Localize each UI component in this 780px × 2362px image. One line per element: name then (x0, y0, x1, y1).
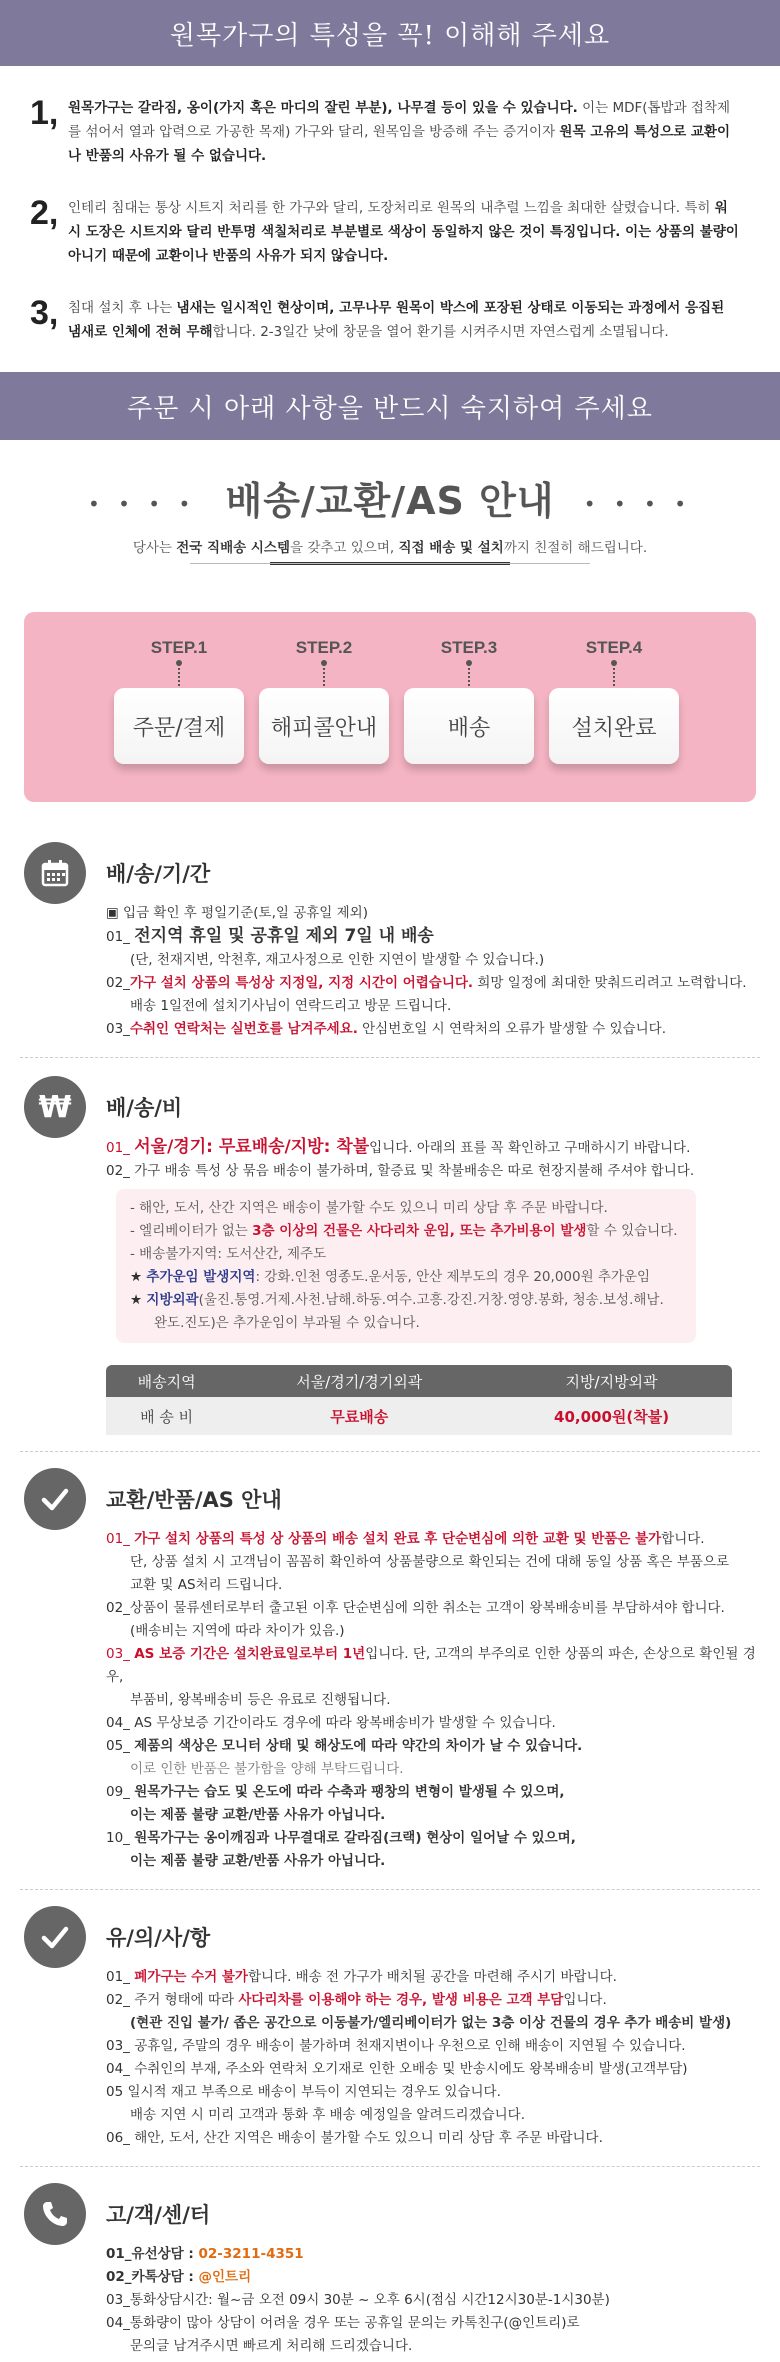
page-subtitle: 당사는 전국 직배송 시스템을 갖추고 있으며, 직접 배송 및 설치까지 친절히 해드립니다. (132, 540, 648, 556)
section-title: 유/의/사/항 (106, 1926, 211, 1950)
fee-table-header: 배송지역 (106, 1365, 227, 1397)
section-title: 교환/반품/AS 안내 (106, 1488, 282, 1512)
text-line: 02_가구 설치 상품의 특성상 지정일, 지정 시간이 어렵습니다. 희망 일정에 최대한 맞춰드리려고 노력합니다. (106, 975, 747, 991)
step-box: 배송 (404, 688, 534, 764)
text-line: 05_ 제품의 색상은 모니터 상태 및 해상도에 따라 약간의 차이가 날 수 있습니다. (106, 1738, 583, 1754)
fee-table (106, 1365, 732, 1435)
step-label: STEP.4 (585, 638, 643, 657)
text-line: 이는 제품 불량 교환/반품 사유가 아닙니다. (130, 1853, 386, 1869)
text-line: ★ 지방외곽(울진.통영.거제.사천.남해.하동.여수.고흥.강진.거창.영양.봉화, 청송.보성.해남. (130, 1292, 664, 1308)
text-line: - 배송불가지역: 도서산간, 제주도 (130, 1246, 327, 1262)
section-delivery-cost (0, 1076, 780, 1435)
banner-order-notice (0, 372, 780, 440)
section-title: 배/송/기/간 (106, 862, 211, 886)
fee-table-cell: 40,000원(착불) (491, 1397, 732, 1435)
step-4 (549, 638, 679, 764)
text-line: ★ 추가운임 발생지역: 강화.인천 영종도.운서동, 안산 제부도의 경우 20,000원 추가운임 (130, 1269, 651, 1285)
section-divider (20, 1057, 760, 1058)
section-body (106, 1136, 760, 1183)
section-divider (20, 2166, 760, 2167)
step-connector (178, 664, 180, 686)
text-line: 문의글 남겨주시면 빠르게 처리해 드리겠습니다. (130, 2338, 413, 2354)
step-2 (259, 638, 389, 764)
text-line: 09_ 원목가구는 습도 및 온도에 따라 수축과 팽창의 변형이 발생될 수 있으며, (106, 1784, 565, 1800)
text-line: 06_ 해안, 도서, 산간 지역은 배송이 불가할 수도 있으니 미리 상담 후 주문 바랍니다. (106, 2130, 603, 2146)
step-connector (468, 664, 470, 686)
note-item (30, 96, 740, 168)
text-line: 01_ 폐가구는 수거 불가합니다. 배송 전 가구가 배치될 공간을 마련해 주시기 바랍니다. (106, 1969, 617, 1985)
title-block (0, 470, 780, 530)
phone-icon (24, 2183, 86, 2245)
text-line: 부품비, 왕복배송비 등은 유료로 진행됩니다. (130, 1692, 391, 1708)
step-box: 해피콜안내 (259, 688, 389, 764)
note-item (30, 296, 740, 344)
text-line: 교환 및 AS처리 드립니다. (130, 1577, 283, 1593)
text-line: 04_통화량이 많아 상담이 어려울 경우 또는 공휴일 문의는 카톡친구(@인트리)로 (106, 2315, 580, 2331)
steps-panel (24, 612, 756, 802)
text-line: (단, 천재지변, 악천후, 재고사정으로 인한 지연이 발생할 수 있습니다.) (130, 952, 545, 968)
note-text: 침대 설치 후 나는 냄새는 일시적인 현상이며, 고무나무 원목이 박스에 포장된 상태로 이동되는 과정에서 응집된 냄새로 인체에 전혀 무해합니다. 2-3일간 낮에 창문을 열어 환기를 시켜주시면 자연스럽게 소멸됩니다. (68, 300, 725, 340)
step-3 (404, 638, 534, 764)
subtitle-underline-thin (190, 563, 590, 564)
text-line: 05 일시적 재고 부족으로 배송이 부득이 지연되는 경우도 있습니다. (106, 2084, 501, 2100)
check-icon (24, 1468, 86, 1530)
step-label: STEP.3 (440, 638, 498, 657)
note-item (30, 196, 740, 268)
decor-dots-left: • • • • (88, 492, 197, 516)
section-body (106, 2243, 760, 2358)
note-number: 3, (30, 294, 59, 332)
text-line: 배송 1일전에 설치기사님이 연락드리고 방문 드립니다. (130, 998, 452, 1014)
section-customer-center (0, 2183, 780, 2358)
text-line: - 해안, 도서, 산간 지역은 배송이 불가할 수도 있으니 미리 상담 후 주문 바랍니다. (130, 1200, 608, 1216)
section-caution (0, 1906, 780, 2150)
text-line: 04_ 수취인의 부재, 주소와 연락처 오기재로 인한 오배송 및 반송시에도 왕복배송비 발생(고객부담) (106, 2061, 688, 2077)
section-body (106, 902, 760, 1041)
banner-title: 주문 시 아래 사항을 반드시 숙지하여 주세요 (127, 393, 653, 424)
note-number: 1, (30, 94, 59, 132)
text-line: ▣ 입금 확인 후 평일기준(토,일 공휴일 제외) (106, 905, 368, 921)
text-line: 02_카톡상담 : @인트리 (106, 2269, 252, 2285)
text-line: 02_상품이 물류센터로부터 출고된 이후 단순변심에 의한 취소는 고객이 왕복배송비를 부담하셔야 합니다. (106, 1600, 725, 1616)
banner-product-notice (0, 0, 780, 66)
text-line: 단, 상품 설치 시 고객님이 꼼꼼히 확인하여 상품불량으로 확인되는 건에 대해 동일 상품 혹은 부품으로 (130, 1554, 730, 1570)
text-line: 02_ 주거 형태에 따라 사다리차를 이용해야 하는 경우, 발생 비용은 고객 부담입니다. (106, 1992, 607, 2008)
calendar-icon (24, 842, 86, 904)
text-line: 03_ 공휴일, 주말의 경우 배송이 불가하며 천재지변이나 우천으로 인해 배송이 지연될 수 있습니다. (106, 2038, 686, 2054)
fee-table-header: 서울/경기/경기외곽 (227, 1365, 491, 1397)
section-divider (20, 1451, 760, 1452)
won-icon: ₩ (24, 1076, 86, 1138)
fee-table-cell: 배 송 비 (106, 1397, 227, 1435)
notes-list (0, 66, 780, 344)
section-delivery-period (0, 842, 780, 1041)
step-connector (613, 664, 615, 686)
text-line: 01_ 가구 설치 상품의 특성 상 상품의 배송 설치 완료 후 단순변심에 의한 교환 및 반품은 불가합니다. (106, 1531, 705, 1547)
step-1 (114, 638, 244, 764)
decor-dots-right: • • • • (583, 492, 692, 516)
text-line: (현관 진입 불가/ 좁은 공간으로 이동불가/엘리베이터가 없는 3층 이상 건물의 경우 추가 배송비 발생) (130, 2015, 732, 2031)
text-line: 03_수취인 연락처는 실번호를 남겨주세요. 안심번호일 시 연락처의 오류가 발생할 수 있습니다. (106, 1021, 667, 1037)
text-line: 이로 인한 반품은 불가함을 양해 부탁드립니다. (130, 1761, 404, 1777)
section-title: 고/객/센/터 (106, 2203, 211, 2227)
fee-table-header: 지방/지방외곽 (491, 1365, 732, 1397)
note-text: 원목가구는 갈라짐, 옹이(가지 혹은 마디의 잘린 부분), 나무결 등이 있을 수 있습니다. 이는 MDF(톱밥과 접착제를 섞어서 열과 압력으로 가공한 목재) 가구와 달리, 원목임을 방증해 주는 증거이자 원목 고유의 특성으로 교환이나 반품의 사유가 될 수 없습니다. (68, 100, 731, 164)
text-line: - 엘리베이터가 없는 3층 이상의 건물은 사다리차 운임, 또는 추가비용이 발생할 수 있습니다. (130, 1223, 678, 1239)
step-connector (323, 664, 325, 686)
check-icon (24, 1906, 86, 1968)
text-line: 03_통화상담시간: 월~금 오전 09시 30분 ~ 오후 6시(점심 시간12시30분-1시30분) (106, 2292, 610, 2308)
notice-box (116, 1189, 696, 1343)
section-divider (20, 1889, 760, 1890)
text-line: 01_ 전지역 휴일 및 공휴일 제외 7일 내 배송 (106, 926, 434, 946)
section-body (106, 1528, 760, 1873)
banner-title: 원목가구의 특성을 꼭! 이해해 주세요 (169, 20, 611, 51)
text-line: (배송비는 지역에 따라 차이가 있음.) (130, 1623, 345, 1639)
text-line: 03_ AS 보증 기간은 설치완료일로부터 1년입니다. 단, 고객의 부주의로 인한 상품의 파손, 손상으로 확인될 경우, (106, 1646, 756, 1685)
text-line: 01_유선상담 : 02-3211-4351 (106, 2246, 304, 2262)
section-title: 배/송/비 (106, 1096, 183, 1120)
step-box: 설치완료 (549, 688, 679, 764)
step-label: STEP.1 (150, 638, 208, 657)
page-title: 배송/교환/AS 안내 (225, 479, 555, 523)
text-line: 배송 지연 시 미리 고객과 통화 후 배송 예정일을 알려드리겠습니다. (130, 2107, 526, 2123)
note-text: 인테리 침대는 통상 시트지 처리를 한 가구와 달리, 도장처리로 원목의 내추럴 느낌을 최대한 살렸습니다. 특히 워시 도장은 시트지와 달리 반투명 색칠처리로 부분별로 색상이 동일하지 않은 것이 특징입니다. 이는 상품의 불량이 아니기 때문에 교환이나 반품의 사유가 되지 않습니다. (68, 200, 739, 264)
fee-table-cell: 무료배송 (227, 1397, 491, 1435)
section-body (106, 1966, 760, 2150)
note-number: 2, (30, 194, 59, 232)
text-line: 10_ 원목가구는 옹이깨짐과 나무결대로 갈라짐(크랙) 현상이 일어날 수 있으며, (106, 1830, 576, 1846)
text-line: 02_ 가구 배송 특성 상 묶음 배송이 불가하며, 할증료 및 착불배송은 따로 현장지불해 주셔야 합니다. (106, 1163, 695, 1179)
step-label: STEP.2 (295, 638, 353, 657)
text-line: 04_ AS 무상보증 기간이라도 경우에 따라 왕복배송비가 발생할 수 있습니다. (106, 1715, 556, 1731)
text-line: 이는 제품 불량 교환/반품 사유가 아닙니다. (130, 1807, 386, 1823)
text-line: 완도.진도)은 추가운임이 부과될 수 있습니다. (154, 1315, 420, 1331)
text-line: 01_ 서울/경기: 무료배송/지방: 착불입니다. 아래의 표를 꼭 확인하고 구매하시기 바랍니다. (106, 1137, 691, 1157)
step-box: 주문/결제 (114, 688, 244, 764)
section-exchange-as (0, 1468, 780, 1873)
